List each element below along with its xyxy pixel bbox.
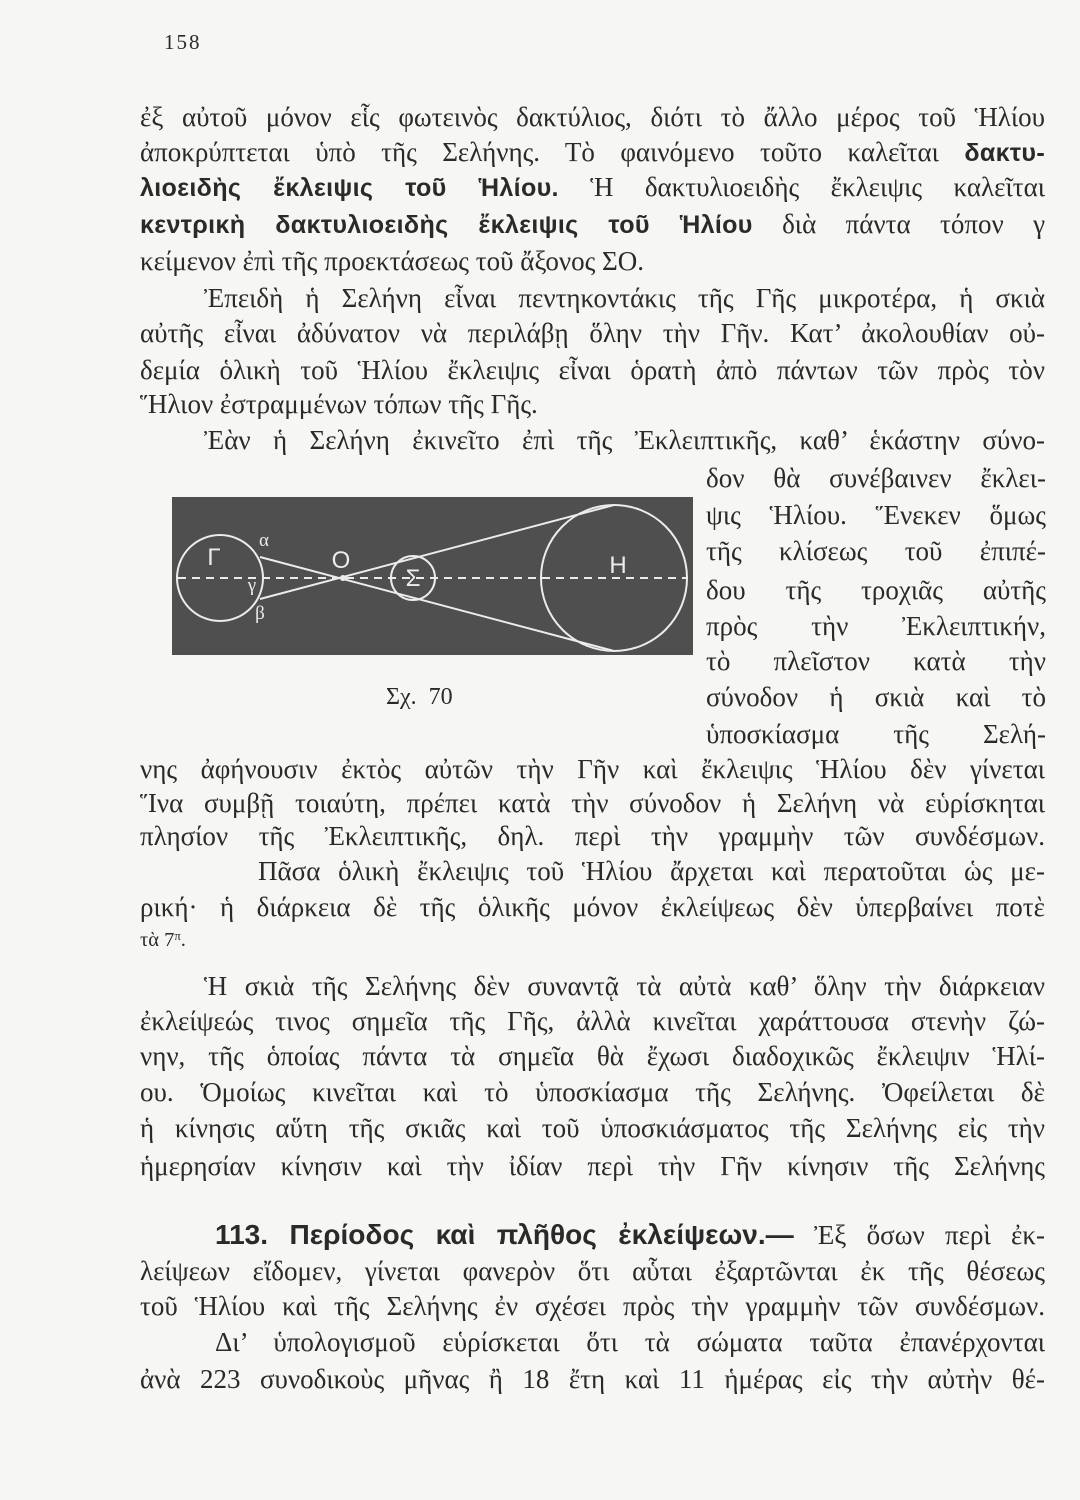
paragraph-5-line-2: ἐκλείψεώς τινος σημεῖα τῆς Γῆς, ἀλλὰ κινεῖται χαράττουσα στενὴν ζώ-	[140, 1006, 1045, 1036]
moon-label: Σ	[405, 565, 421, 592]
section-113-line-1	[215, 1218, 1045, 1252]
page-number: 158	[164, 30, 202, 54]
minutes-superscript: π	[174, 929, 181, 944]
paragraph-1-line-3-text: Ἡ δακτυλιοειδὴς ἔκλειψις καλεῖται	[590, 172, 1045, 202]
beta-label: β	[255, 603, 265, 624]
paragraph-1-line-2	[140, 135, 1045, 169]
section-113-line-4: Δι’ ὑπολογισμοῦ εὑρίσκεται ὅτι τὰ σώματα ταῦτα ἐπανέρχονται	[215, 1327, 1045, 1357]
paragraph-4-line-3	[140, 923, 1045, 957]
paragraph-1-line-1: ἐξ αὐτοῦ μόνον εἷς φωτεινὸς δακτύλιος, διότι τὸ ἄλλο μέρος τοῦ Ἡλίου	[140, 102, 1045, 132]
paragraph-3-line-1: Ἐὰν ἡ Σελήνη ἐκινεῖτο ἐπὶ τῆς Ἐκλειπτικῆς, καθ’ ἑκάστην σύνο-	[204, 425, 1045, 455]
section-113-line-1-text: Ἐξ ὅσων περὶ ἐκ-	[814, 1220, 1045, 1250]
paragraph-1-line-5: κείμενον ἐπὶ τῆς προεκτάσεως τοῦ ἄξονος ΣΟ.	[140, 246, 644, 276]
paragraph-5-line-6: ἡμερησίαν κίνησιν καὶ τὴν ἰδίαν περὶ τὴν Γῆν κίνησιν τῆς Σελήνης	[140, 1151, 1045, 1181]
section-113-line-3: τοῦ Ἡλίου καὶ τῆς Σελήνης ἐν σχέσει πρὸς τὴν γραμμὴν τῶν συνδέσμων.	[140, 1291, 1045, 1321]
alpha-label: α	[259, 530, 269, 551]
paragraph-1-line-4-text: διὰ πάντα τόπον γ	[782, 209, 1045, 239]
paragraph-3-side-line-3: τῆς κλίσεως τοῦ ἐπιπέ-	[706, 536, 1046, 566]
paragraph-1-line-4-bold-term: κεντρικὴ δακτυλιοειδὴς ἔκλειψις τοῦ Ἡλίου	[140, 211, 753, 239]
paragraph-1-line-2-bold-term: δακτυ-	[964, 139, 1045, 167]
figure-caption: Σχ. 70	[386, 684, 453, 710]
paragraph-3-side-line-1: δον θὰ συνέβαινεν ἔκλει-	[706, 463, 1046, 493]
paragraph-2-line-1: Ἐπειδὴ ἡ Σελήνη εἶναι πεντηκοντάκις τῆς Γῆς μικροτέρα, ἡ σκιὰ	[204, 283, 1045, 313]
paragraph-2-line-4: Ἥλιον ἐστραμμένων τόπων τῆς Γῆς.	[140, 389, 538, 419]
paragraph-1-line-4	[140, 207, 1045, 241]
paragraph-1-line-3-bold-term: λιοειδὴς ἔκλειψις τοῦ Ἡλίου.	[140, 174, 559, 202]
paragraph-4-line-1: Πᾶσα ὁλικὴ ἔκλειψις τοῦ Ἡλίου ἄρχεται καὶ περατοῦται ὡς με-	[258, 856, 1045, 886]
paragraph-3-side-line-7: σύνοδον ἡ σκιὰ καὶ τὸ	[706, 682, 1046, 712]
paragraph-1-line-3	[140, 170, 1045, 204]
eclipse-diagram	[172, 497, 693, 655]
paragraph-4-line-3-text: τὰ 7	[140, 929, 175, 951]
paragraph-3-side-line-6: τὸ πλεῖστον κατὰ τὴν	[706, 646, 1046, 676]
paragraph-5-line-1: Ἡ σκιὰ τῆς Σελήνης δὲν συναντᾷ τὰ αὐτὰ καθ’ ὅλην τὴν διάρκειαν	[204, 971, 1045, 1001]
paragraph-2-line-2: αὐτῆς εἶναι ἀδύνατον νὰ περιλάβῃ ὅλην τὴν Γῆν. Κατ’ ἀκολουθίαν οὐ-	[140, 318, 1045, 348]
sun-label: Η	[609, 552, 627, 579]
vertex-label: Ο	[331, 547, 351, 574]
section-heading: 113. Περίοδος καὶ πλῆθος ἐκλείψεων.—	[215, 1219, 794, 1250]
paragraph-3-side-line-2: ψις Ἡλίου. Ἕνεκεν ὅμως	[706, 500, 1046, 530]
paragraph-4-line-3-end: .	[180, 929, 186, 951]
section-113-line-2: λείψεων εἴδομεν, γίνεται φανερὸν ὅτι αὗται ἐξαρτῶνται ἐκ τῆς θέσεως	[140, 1256, 1045, 1286]
section-113-line-5: ἀνὰ 223 συνοδικοὺς μῆνας ἢ 18 ἔτη καὶ 11 ἡμέρας εἰς τὴν αὐτὴν θέ-	[140, 1364, 1045, 1394]
paragraph-5-line-4: ου. Ὁμοίως κινεῖται καὶ τὸ ὑποσκίασμα τῆς Σελήνης. Ὀφείλεται δὲ	[140, 1077, 1045, 1107]
paragraph-3-side-line-8: ὑποσκίασμα τῆς Σελή-	[706, 719, 1046, 749]
paragraph-3-side-line-4: δου τῆς τροχιᾶς αὐτῆς	[706, 575, 1046, 605]
paragraph-2-line-3: δεμία ὁλικὴ τοῦ Ἡλίου ἔκλειψις εἶναι ὁρατὴ ἀπὸ πάντων τῶν πρὸς τὸν	[140, 355, 1045, 385]
earth-label: Γ	[207, 544, 221, 571]
paragraph-5-line-3: νην, τῆς ὁποίας πάντα τὰ σημεῖα θὰ ἔχωσι διαδοχικῶς ἔκλειψιν Ἡλί-	[140, 1041, 1045, 1071]
paragraph-5-line-5: ἡ κίνησις αὕτη τῆς σκιᾶς καὶ τοῦ ὑποσκιάσματος τῆς Σελήνης εἰς τὴν	[140, 1113, 1045, 1143]
paragraph-3-line-after-figure-1: νης ἀφήνουσιν ἐκτὸς αὐτῶν τὴν Γῆν καὶ ἔκλειψις Ἡλίου δὲν γίνεται	[140, 754, 1045, 784]
paragraph-3-line-after-figure-2: Ἵνα συμβῇ τοιαύτη, πρέπει κατὰ τὴν σύνοδον ἡ Σελήνη νὰ εὑρίσκηται	[140, 788, 1045, 818]
paragraph-3-line-after-figure-3: πλησίον τῆς Ἐκλειπτικῆς, δηλ. περὶ τὴν γραμμὴν τῶν συνδέσμων.	[140, 821, 1045, 851]
paragraph-4-line-2: ρική· ἡ διάρκεια δὲ τῆς ὁλικῆς μόνον ἐκλείψεως δὲν ὑπερβαίνει ποτὲ	[140, 892, 1045, 922]
gamma-label: γ	[247, 575, 257, 596]
paragraph-3-side-line-5: πρὸς τὴν Ἐκλειπτικήν,	[706, 611, 1046, 641]
paragraph-1-line-2-text: ἀποκρύπτεται ὑπὸ τῆς Σελήνης. Τὸ φαινόμενο τοῦτο καλεῖται	[140, 137, 939, 167]
vertex-point	[340, 575, 346, 581]
